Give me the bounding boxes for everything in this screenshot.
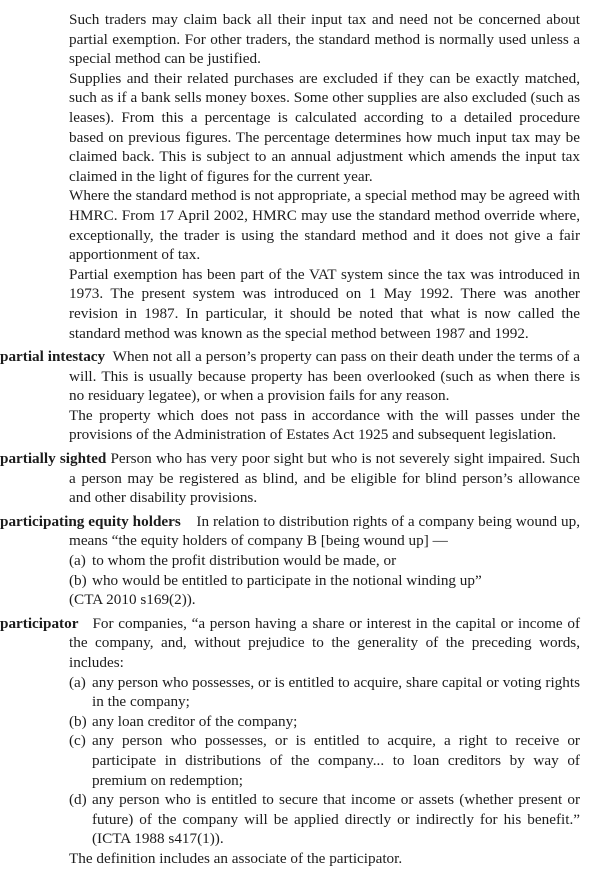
list-item [0, 790, 592, 849]
list-item-text: any loan creditor of the company; [92, 712, 298, 730]
list-item-label: (b) [69, 712, 87, 730]
intro-paragraph-4: Partial exemption has been part of the VAT system since the tax was introduced in 1973. The present system was introduced on 1 May 1992. There was another revision in 1987. In particular, it should be noted that what is now called the standard method was known as the special method between 1987 and 1992. [69, 265, 580, 342]
entry-participator [0, 614, 592, 869]
list-item-label: (a) [69, 552, 86, 570]
list-item-label: (b) [69, 571, 87, 589]
headword-partially-sighted: partially sighted [0, 450, 107, 468]
list-item [0, 712, 592, 732]
entry-participating-equity-holders [0, 512, 592, 610]
closing-sentence: The definition includes an associate of the participator. [69, 849, 403, 867]
list-item-label: (d) [69, 791, 87, 809]
list-item [0, 551, 592, 571]
intro-paragraph-3: Where the standard method is not appropriate, a special method may be agreed with HMRC. From 17 April 2002, HMRC may use the standard method override where, exceptionally, the trader is using the standard method and it does not give a fair apportionment of tax. [69, 187, 580, 264]
headword-participator: participator [0, 614, 79, 632]
entry-partially-sighted [0, 449, 592, 508]
list-item-label: (a) [69, 673, 86, 691]
headword-participating-equity-holders: participating equity holders [0, 512, 181, 530]
list-item [0, 673, 592, 712]
list-item-text: any person who possesses, or is entitled to acquire, a right to receive or participate in distributions of the company... to loan creditors by way of premium on redemption; [92, 732, 580, 789]
intro-paragraph-1: Such traders may claim back all their input tax and need not be concerned about partial exemption. For other traders, the standard method is normally used unless a special method can be justified. [69, 11, 580, 68]
list-item-text: any person who is entitled to secure that income or assets (whether present or future) of the company will be applied directly or indirectly for his benefit.” (ICTA 1988 s417(1)). [92, 791, 580, 848]
list-item [0, 571, 592, 591]
list-item-text: any person who possesses, or is entitled to acquire, share capital or voting rights in the company; [92, 673, 580, 711]
definition-text: When not all a person’s property can pass on their death under the terms of a will. This is usually because property has been overlooked (such as when there is no residuary legatee), or when a provision fails for any reason. [69, 348, 580, 405]
intro-continuation [0, 10, 592, 343]
headword-partial-intestacy: partial intestacy [0, 348, 106, 366]
list-item [0, 731, 592, 790]
list-item-text: who would be entitled to participate in the notional winding up” [92, 571, 482, 589]
definition-text: In relation to distribution rights of a company being wound up, means “the equity holders of company B [being wound up] — [69, 512, 580, 550]
intro-paragraph-2: Supplies and their related purchases are excluded if they can be exactly matched, such as if a bank sells money boxes. Some other supplies are also excluded (such as leases). From this a percentage is calculated according to a detailed procedure based on previous figures. The percentage determines how much input tax may be claimed back. This is subject to an annual adjustment which amends the input tax claimed in the light of figures for the current year. [69, 69, 580, 185]
list-item-text: to whom the profit distribution would be made, or [92, 552, 397, 570]
definition-text: Person who has very poor sight but who is not severely sight impaired. Such a person may be registered as blind, and be eligible for blind person’s allowance and other disability provisions. [69, 450, 581, 507]
entry-partial-intestacy [0, 347, 592, 445]
definition-text: For companies, “a person having a share or interest in the capital or income of the company, and, without prejudice to the generality of the preceding words, includes: [69, 614, 580, 671]
list-item-label: (c) [69, 732, 86, 750]
citation: (CTA 2010 s169(2)). [69, 591, 196, 609]
definition-paragraph: The property which does not pass in accordance with the will passes under the provisions of the Administration of Estates Act 1925 and subsequent legislation. [69, 406, 580, 444]
